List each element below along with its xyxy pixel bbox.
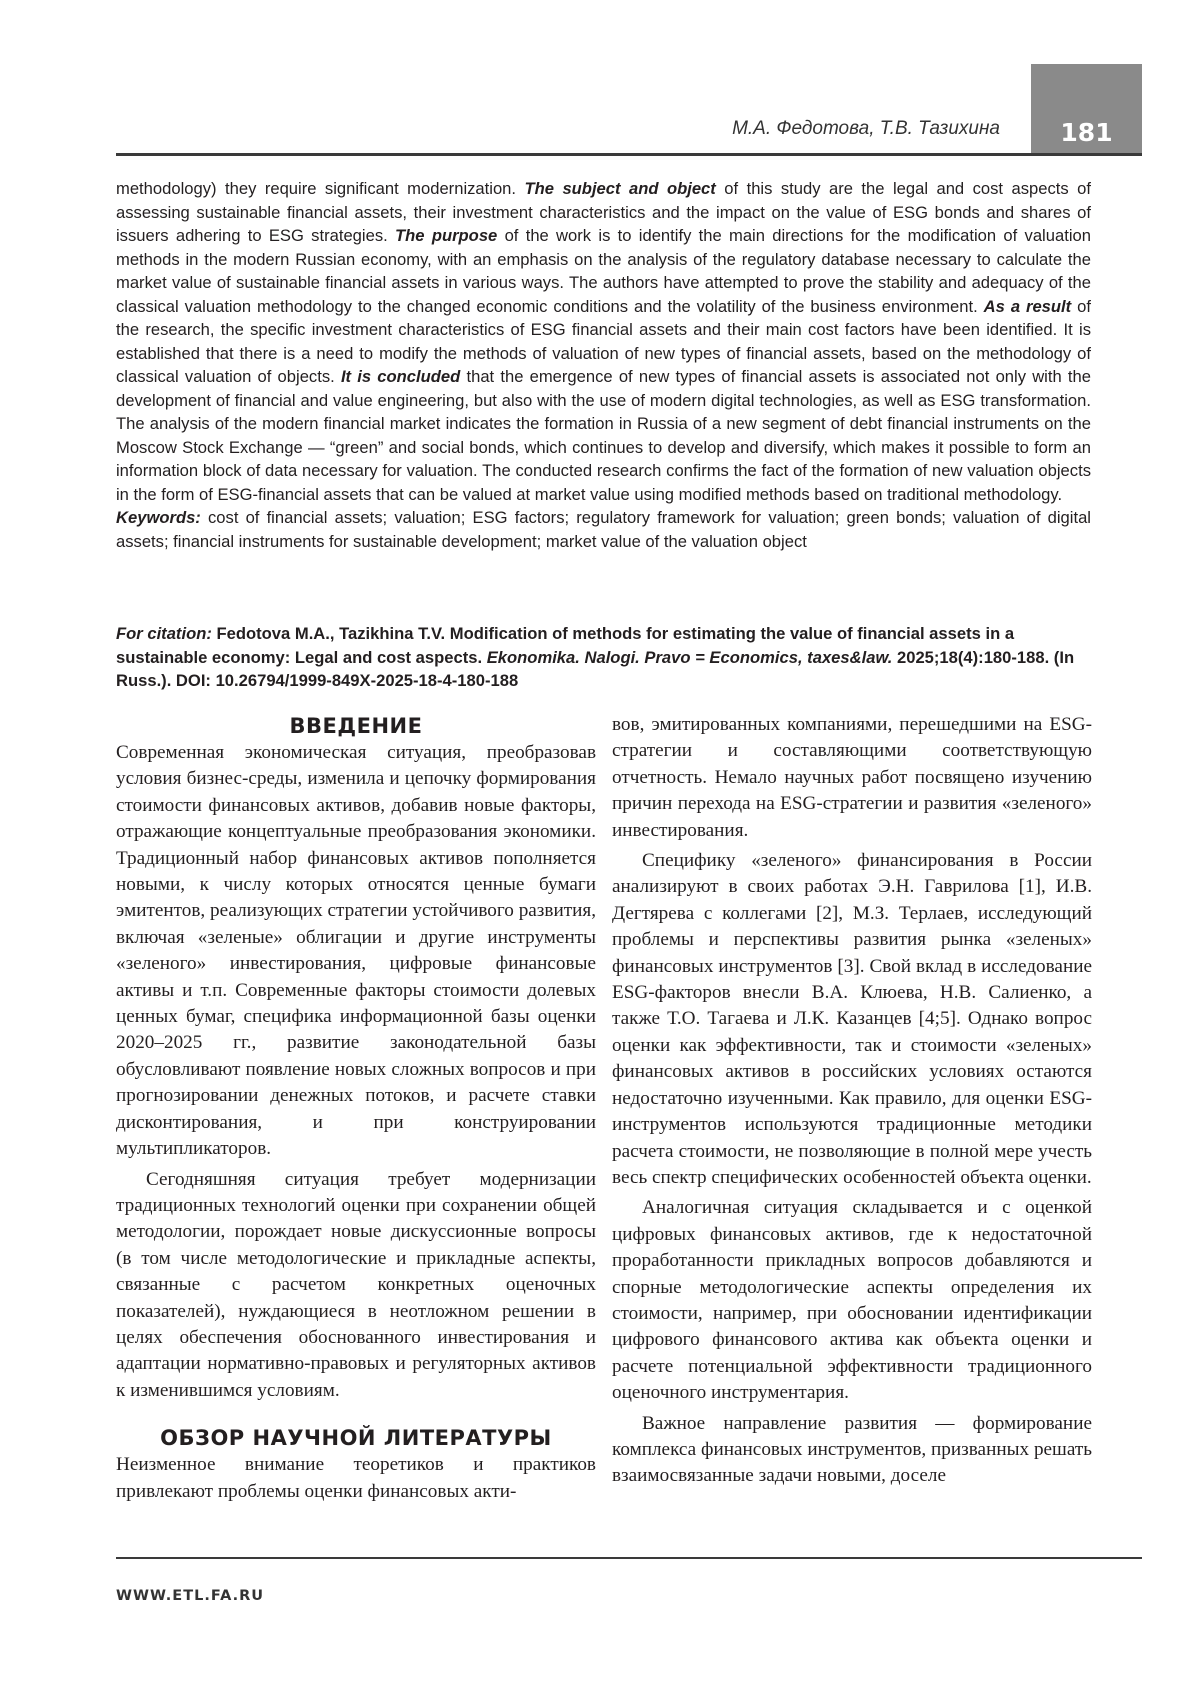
abstract-text-3: of the work is to identify the main directions for the modification of valuation methods in the modern Russian economy, with an emphasis on the analysis of the regulatory database necessary to calculate the market value of sustainable financial assets in various ways. The authors have attempted to prove the stability and adequacy of the classical valuation methodology to the changed economic conditions and the volatility of the business environment.	[116, 226, 1091, 316]
literature-paragraph-1: Неизменное внимание теоретиков и практиков привлекают проблемы оценки финансовых акти-	[116, 1454, 596, 1502]
abstract-block	[116, 177, 1091, 553]
page-number: 181	[1060, 118, 1113, 147]
literature-paragraph-2: Специфику «зеленого» финансирования в России анализируют в своих работах Э.Н. Гаврилова [1], И.В. Дегтярева с коллегами [2], М.З. Терлаев, исследующий проблемы и перспективы развития рынка «зеленых» финансовых инструментов [3]. Свой вклад в исследование ESG-факторов внесли В.А. Клюева, Н.В. Салиенко, а также Т.О. Тагаева и Л.К. Казанцев [4;5]. Однако вопрос оценки как эффективности, так и стоимости «зеленых» финансовых активов в российских условиях остаются недостаточно изученными. Как правило, для оценки ESG-инструментов используются традиционные методики расчета стоимости, не позволяющие в полной мере учесть весь спектр специфических особенностей объекта оценки.	[612, 850, 1092, 1188]
abstract-text-1: methodology) they require significant modernization.	[116, 179, 517, 198]
intro-paragraph-1: Современная экономическая ситуация, преобразовав условия бизнес-среды, изменила и цепочку формирования стоимости финансовых активов, добавив новые факторы, отражающие концептуальные преобразования экономики. Традиционный набор финансовых активов пополняется новыми, к числу которых относятся ценные бумаги эмитентов, реализующих стратегии устойчивого развития, включая «зеленые» облигации и другие инструменты «зеленого» инвестирования, цифровые финансовые активы и т.п. Современные факторы стоимости долевых ценных бумаг, специфика информационной базы оценки 2020–2025 гг., развитие законодательной базы обусловливают появление новых сложных вопросов и при прогнозировании денежных потоков, и расчете ставки дисконтирования, и при конструировании мультипликаторов.	[116, 742, 596, 1160]
citation-journal: Ekonomika. Nalogi. Pravo = Economics, taxes&law.	[486, 647, 893, 667]
keywords-text: cost of financial assets; valuation; ESG factors; regulatory framework for valuation; green bonds; valuation of digital assets; financial instruments for sustainable development; market value of the valuation object	[116, 508, 1091, 551]
subject-label: The subject and object	[524, 179, 716, 198]
citation-label: For citation:	[116, 624, 212, 643]
running-header-authors: М.А. Федотова, Т.В. Тазихина	[732, 118, 1000, 139]
result-label: As a result	[983, 296, 1072, 316]
purpose-label: The purpose	[395, 226, 498, 245]
page-number-box	[1031, 64, 1142, 155]
abstract-text-2: of this study are the legal and cost aspects of assessing sustainable financial assets, their investment characteristics and the impact on the value of ESG bonds and shares of issuers adhering to ESG strategies.	[116, 179, 1091, 245]
left-column	[116, 712, 596, 1505]
footer-website-link[interactable]: WWW.ETL.FA.RU	[116, 1588, 265, 1604]
abstract-text-4: of the research, the specific investment characteristics of ESG financial assets and their main cost factors have been identified. It is established that there is a need to modify the methods of valuation of new types of financial assets, based on the methodology of classical valuation of objects.	[116, 296, 1091, 386]
literature-paragraph-4: Важное направление развития — формирование комплекса финансовых инструментов, призванных решать взаимосвязанные задачи новыми, доселе	[612, 1412, 1092, 1487]
intro-paragraph-2: Сегодняшняя ситуация требует модернизации традиционных технологий оценки при сохранении общей методологии, порождает новые дискуссионные вопросы (в том числе методологические и прикладные аспекты, связанные с расчетом конкретных оценочных показателей), нуждающиеся в неотложном решении в целях обеспечения обоснованного инвестирования и адаптации нормативно-правовых и регуляторных активов к изменившимся условиям.	[116, 1168, 596, 1401]
footer-rule	[116, 1557, 1142, 1559]
section-heading-introduction: ВВЕДЕНИЕ	[289, 714, 423, 738]
section-heading-literature-review: ОБЗОР НАУЧНОЙ ЛИТЕРАТУРЫ	[160, 1426, 552, 1451]
header-rule	[116, 153, 1142, 156]
literature-paragraph-3: Аналогичная ситуация складывается и с оценкой цифровых финансовых активов, где к недостаточной проработанности прикладных вопросов добавляются и спорные методологические аспекты определения их стоимости, например, при обосновании идентификации цифрового финансового актива как объекта оценки и расчете потенциальной эффективности традиционного оценочного инструментария.	[612, 1197, 1092, 1404]
abstract-text-5: that the emergence of new types of financial assets is associated not only with the development of financial and value engineering, but also with the use of modern digital technologies, as well as ESG transformation. The analysis of the modern financial market indicates the formation in Russia of a new segment of debt financial instruments on the Moscow Stock Exchange — “green” and social bonds, which continues to develop and diversify, which makes it possible to form an information block of data necessary for valuation. The conducted research confirms the fact of the formation of new valuation objects in the form of ESG-financial assets that can be valued at market value using modified methods based on traditional methodology.	[116, 367, 1091, 504]
citation-authors-title: Fedotova M.A., Tazikhina T.V. Modification of methods for estimating the value of financial assets in a sustainable economy: Legal and cost aspects.	[116, 624, 1015, 667]
citation-details: 2025;18(4):180-188. (In Russ.). DOI: 10.26794/1999-849X-2025-18-4-180-188	[116, 647, 1075, 690]
keywords-label: Keywords:	[116, 508, 201, 527]
citation-block	[116, 622, 1091, 693]
right-column	[612, 712, 1092, 1490]
literature-paragraph-1-cont: вов, эмитированных компаниями, перешедшими на ESG-стратегии и составляющими соответствующую отчетность. Немало научных работ посвящено изучению причин перехода на ESG-стратегии и развития «зеленого» инвестирования.	[612, 714, 1092, 841]
concluded-label: It is concluded	[340, 367, 461, 386]
